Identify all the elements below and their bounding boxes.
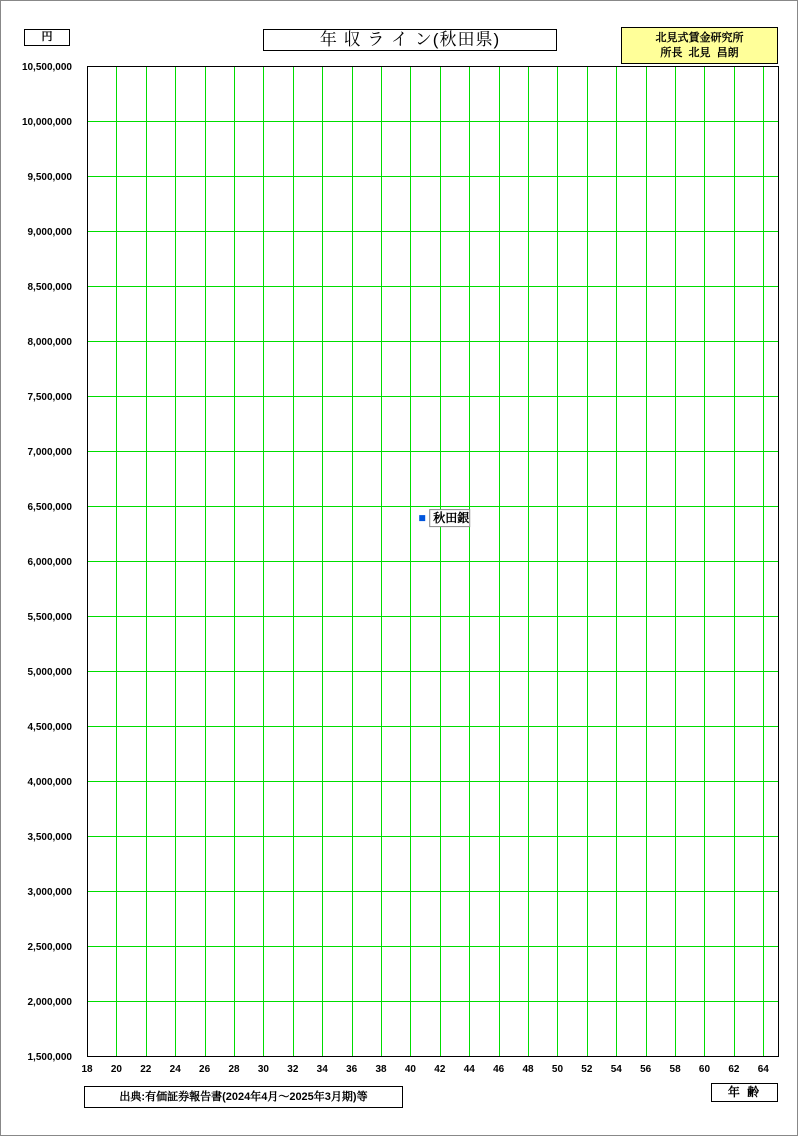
x-tick-label: 24 (169, 1064, 181, 1075)
organization-name: 北見式賃金研究所 (655, 32, 744, 44)
y-tick-label: 3,000,000 (27, 887, 72, 898)
y-tick-label: 10,500,000 (21, 62, 72, 73)
data-point-marker (419, 515, 425, 521)
x-tick-label: 26 (199, 1064, 211, 1075)
x-tick-label: 18 (81, 1064, 93, 1075)
y-tick-label: 2,500,000 (27, 942, 72, 953)
y-tick-label: 7,500,000 (27, 392, 72, 403)
x-tick-label: 58 (669, 1064, 681, 1075)
y-tick-label: 6,500,000 (27, 502, 72, 513)
y-tick-label: 10,000,000 (21, 117, 72, 128)
y-tick-label: 8,500,000 (27, 282, 72, 293)
x-tick-label: 20 (110, 1064, 122, 1075)
y-tick-label: 7,000,000 (27, 447, 72, 458)
x-tick-label: 64 (757, 1064, 769, 1075)
x-tick-label: 60 (698, 1064, 711, 1075)
y-tick-label: 5,500,000 (27, 612, 72, 623)
x-tick-label: 34 (316, 1064, 328, 1075)
y-unit-label: 円 (24, 29, 70, 46)
x-tick-label: 30 (257, 1064, 269, 1075)
data-label: 秋田銀 (433, 511, 470, 526)
x-tick-label: 38 (375, 1064, 387, 1075)
data-points (419, 510, 470, 527)
y-tick-label: 4,500,000 (27, 722, 72, 733)
y-axis-tick-labels (22, 62, 72, 1063)
source-note: 出典:有価証券報告書(2024年4月～2025年3月期)等 (84, 1086, 403, 1108)
x-tick-label: 32 (287, 1064, 299, 1075)
y-tick-label: 3,500,000 (27, 832, 72, 843)
x-tick-label: 22 (140, 1064, 152, 1075)
x-tick-label: 54 (610, 1064, 622, 1075)
y-tick-label: 1,500,000 (27, 1052, 72, 1063)
x-tick-label: 48 (522, 1064, 534, 1075)
x-tick-label: 42 (434, 1064, 446, 1075)
y-tick-label: 8,000,000 (27, 337, 72, 348)
x-tick-label: 62 (728, 1064, 740, 1075)
x-tick-label: 40 (404, 1064, 417, 1075)
x-tick-label: 56 (640, 1064, 652, 1075)
x-tick-label: 50 (551, 1064, 564, 1075)
horizontal-gridlines (87, 122, 778, 1002)
chart-title: 年 収 ラ イ ン(秋田県) (263, 29, 557, 51)
x-tick-label: 44 (463, 1064, 475, 1075)
y-tick-label: 6,000,000 (27, 557, 72, 568)
x-tick-label: 46 (493, 1064, 505, 1075)
y-tick-label: 9,000,000 (27, 227, 72, 238)
y-tick-label: 9,500,000 (27, 172, 72, 183)
y-tick-label: 2,000,000 (27, 997, 72, 1008)
x-axis-tick-labels (81, 1064, 769, 1075)
x-axis-label: 年 齢 (711, 1083, 778, 1102)
x-tick-label: 36 (346, 1064, 358, 1075)
organization-director: 所長 北見 昌朗 (660, 47, 739, 59)
y-tick-label: 5,000,000 (27, 667, 72, 678)
x-tick-label: 28 (228, 1064, 240, 1075)
y-tick-label: 4,000,000 (27, 777, 72, 788)
x-tick-label: 52 (581, 1064, 593, 1075)
